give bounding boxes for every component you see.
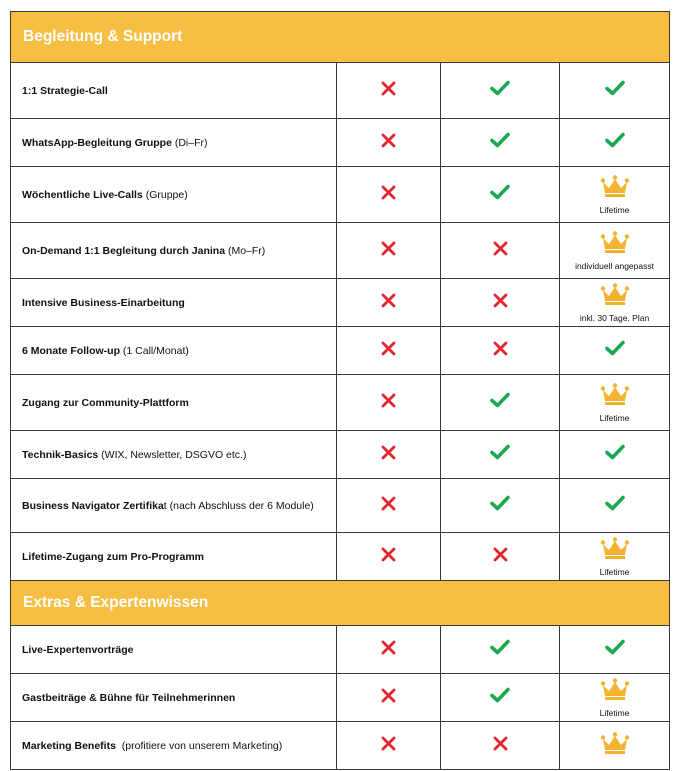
cross-icon: [493, 241, 508, 261]
feature-name: [11, 431, 337, 479]
crown-icon: [600, 231, 630, 259]
plan-1-cell: [337, 327, 441, 375]
cross-icon: [381, 241, 396, 261]
comparison-table-wrapper: [10, 11, 669, 770]
cross-icon: [381, 736, 396, 756]
plan-2-cell: [441, 119, 560, 167]
plan-2-cell: [441, 674, 560, 722]
feature-name: [11, 626, 337, 674]
feature-label-bold: WhatsApp-Begleitung Gruppe: [22, 136, 172, 149]
crown-label: Lifetime: [599, 204, 630, 215]
feature-name: [11, 375, 337, 431]
plan-1-cell: [337, 119, 441, 167]
cross-icon: [493, 736, 508, 756]
cross-icon: [493, 341, 508, 361]
feature-label-bold: On-Demand 1:1 Begleitung durch Janina: [22, 244, 226, 257]
feature-label-bold: Business Navigator Zertifika: [22, 499, 164, 512]
plan-1-cell: [337, 722, 441, 770]
feature-label-bold: Technik-Basics: [22, 448, 99, 461]
feature-label-bold: Wöchentliche Live-Calls: [22, 188, 143, 201]
plan-3-cell: [560, 722, 670, 770]
plan-3-cell: [560, 479, 670, 533]
plan-2-cell: [441, 167, 560, 223]
check-icon: [490, 687, 510, 708]
plan-1-cell: [337, 626, 441, 674]
plan-2-cell: [441, 223, 560, 279]
feature-label-note: (1 Call/Monat): [120, 344, 189, 357]
crown-badge: [560, 175, 669, 215]
cross-icon: [381, 185, 396, 205]
crown-icon: [600, 537, 630, 565]
plan-3-cell: [560, 674, 670, 722]
comparison-table: [10, 11, 670, 770]
crown-badge: [560, 537, 669, 577]
table-row: [11, 674, 670, 722]
feature-name: [11, 533, 337, 581]
plan-3-cell: [560, 375, 670, 431]
check-icon: [605, 80, 625, 101]
plan-2-cell: [441, 722, 560, 770]
table-row: [11, 119, 670, 167]
crown-icon: [600, 283, 630, 311]
crown-icon: [600, 732, 630, 760]
feature-name: [11, 674, 337, 722]
plan-2-cell: [441, 431, 560, 479]
crown-label: individuell angepasst: [575, 260, 654, 271]
feature-label-note: t (nach Abschluss der 6 Module): [163, 499, 314, 512]
plan-1-cell: [337, 533, 441, 581]
plan-2-cell: [441, 533, 560, 581]
table-row: [11, 626, 670, 674]
crown-label: inkl. 30 Tage. Plan: [579, 312, 650, 323]
plan-2-cell: [441, 626, 560, 674]
check-icon: [605, 444, 625, 465]
plan-1-cell: [337, 479, 441, 533]
plan-1-cell: [337, 167, 441, 223]
feature-label-note: (Di–Fr): [171, 136, 208, 149]
check-icon: [605, 495, 625, 516]
feature-name: [11, 63, 337, 119]
crown-icon: [600, 175, 630, 203]
check-icon: [490, 392, 510, 413]
feature-label-bold: 1:1 Strategie-Call: [22, 84, 108, 97]
section-title: Begleitung & Support: [11, 12, 670, 63]
cross-icon: [381, 81, 396, 101]
plan-1-cell: [337, 279, 441, 327]
table-row: [11, 279, 670, 327]
crown-badge: [560, 231, 669, 271]
plan-2-cell: [441, 63, 560, 119]
feature-name: [11, 327, 337, 375]
check-icon: [490, 495, 510, 516]
crown-badge: [560, 732, 669, 760]
plan-3-cell: [560, 533, 670, 581]
feature-name: [11, 119, 337, 167]
check-icon: [490, 639, 510, 660]
crown-icon: [600, 678, 630, 706]
plan-2-cell: [441, 327, 560, 375]
feature-label-bold: Intensive Business-Einarbeitung: [22, 296, 185, 309]
check-icon: [605, 340, 625, 361]
cross-icon: [381, 496, 396, 516]
crown-label: Lifetime: [599, 412, 630, 423]
table-row: [11, 223, 670, 279]
plan-3-cell: [560, 431, 670, 479]
cross-icon: [381, 393, 396, 413]
check-icon: [605, 639, 625, 660]
plan-3-cell: [560, 119, 670, 167]
plan-2-cell: [441, 279, 560, 327]
plan-3-cell: [560, 626, 670, 674]
plan-1-cell: [337, 375, 441, 431]
cross-icon: [381, 341, 396, 361]
plan-3-cell: [560, 63, 670, 119]
feature-label-note: (Gruppe): [142, 188, 188, 201]
table-row: [11, 722, 670, 770]
feature-label-note: (WIX, Newsletter, DSGVO etc.): [98, 448, 247, 461]
check-icon: [490, 184, 510, 205]
cross-icon: [381, 640, 396, 660]
plan-3-cell: [560, 167, 670, 223]
section-header-row: [11, 12, 670, 63]
cross-icon: [381, 547, 396, 567]
feature-name: [11, 167, 337, 223]
table-row: [11, 63, 670, 119]
feature-label-note: (Mo–Fr): [225, 244, 266, 257]
plan-3-cell: [560, 223, 670, 279]
crown-badge: [560, 678, 669, 718]
feature-label-bold: Lifetime-Zugang zum Pro-Programm: [22, 550, 205, 563]
crown-icon: [600, 383, 630, 411]
crown-label: Lifetime: [599, 566, 630, 577]
feature-name: [11, 223, 337, 279]
cross-icon: [381, 133, 396, 153]
plan-2-cell: [441, 375, 560, 431]
check-icon: [490, 80, 510, 101]
feature-name: [11, 479, 337, 533]
feature-label-bold: 6 Monate Follow-up: [22, 344, 120, 357]
cross-icon: [493, 293, 508, 313]
crown-badge: [560, 283, 669, 323]
plan-1-cell: [337, 223, 441, 279]
crown-badge: [560, 383, 669, 423]
table-row: [11, 533, 670, 581]
section-title: Extras & Expertenwissen: [11, 581, 670, 626]
check-icon: [490, 132, 510, 153]
table-row: [11, 327, 670, 375]
feature-label-bold: Gastbeiträge & Bühne für Teilnehmerinnen: [22, 691, 236, 704]
check-icon: [490, 444, 510, 465]
section-header-row: [11, 581, 670, 626]
cross-icon: [381, 445, 396, 465]
table-row: [11, 479, 670, 533]
feature-label-bold: Marketing Benefits: [22, 739, 116, 752]
plan-1-cell: [337, 674, 441, 722]
plan-1-cell: [337, 431, 441, 479]
check-icon: [605, 132, 625, 153]
plan-2-cell: [441, 479, 560, 533]
table-row: [11, 167, 670, 223]
table-row: [11, 375, 670, 431]
plan-1-cell: [337, 63, 441, 119]
table-row: [11, 431, 670, 479]
feature-name: [11, 722, 337, 770]
feature-label-bold: Zugang zur Community-Plattform: [22, 396, 189, 409]
plan-3-cell: [560, 327, 670, 375]
feature-name: [11, 279, 337, 327]
plan-3-cell: [560, 279, 670, 327]
feature-label-note: (profitiere von unserem Marketing): [115, 739, 283, 752]
crown-label: Lifetime: [599, 707, 630, 718]
feature-label-bold: Live-Expertenvorträge: [22, 643, 134, 656]
table-body: [11, 12, 670, 770]
cross-icon: [381, 293, 396, 313]
cross-icon: [381, 688, 396, 708]
cross-icon: [493, 547, 508, 567]
